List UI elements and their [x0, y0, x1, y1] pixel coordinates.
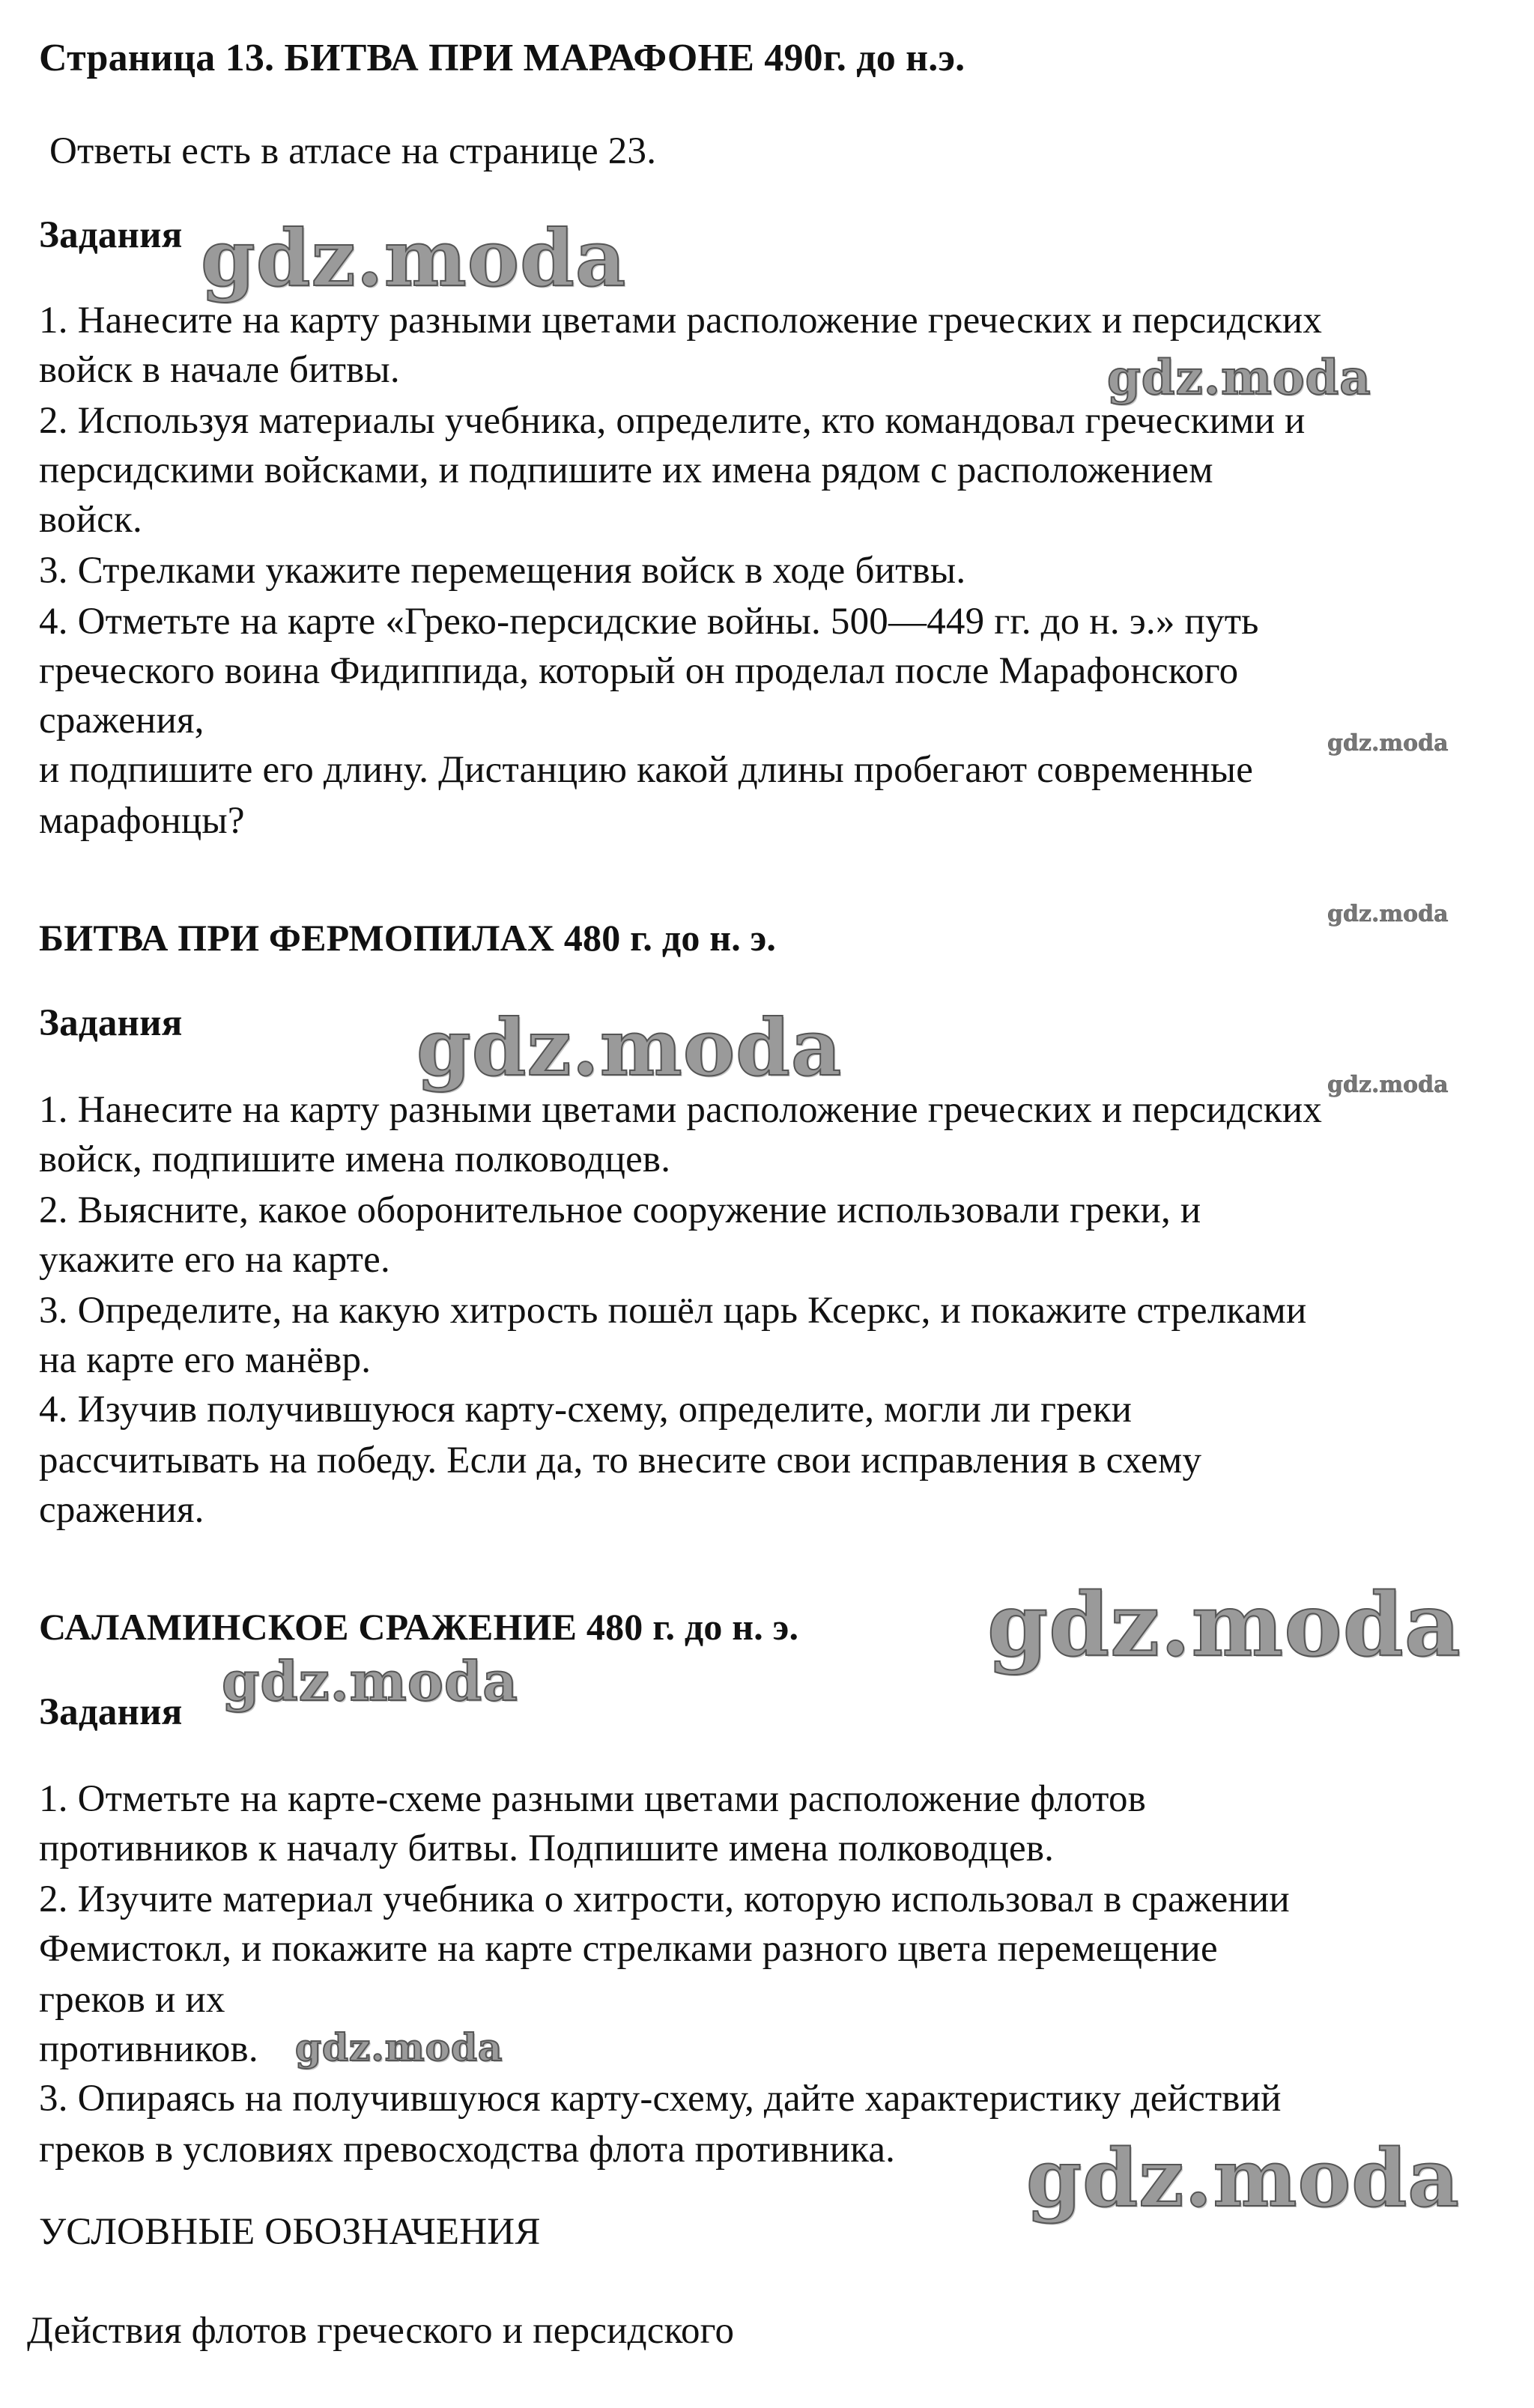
task-line: греков и их [39, 1979, 225, 2021]
task-line: войск в начале битвы. [39, 349, 400, 391]
watermark: gdz.moda [1327, 901, 1449, 927]
task-line: греков в условиях превосходства флота противника. [39, 2129, 896, 2171]
legend-item: Действия флотов греческого и персидского [27, 2310, 735, 2352]
task-line: 1. Отметьте на карте-схеме разными цветами расположение флотов [39, 1778, 1146, 1820]
section-heading-thermopylae: БИТВА ПРИ ФЕРМОПИЛАХ 480 г. до н. э. [39, 917, 777, 959]
task-line: Фемистокл, и покажите на карте стрелками разного цвета перемещение [39, 1928, 1218, 1970]
watermark: gdz.moda [1107, 350, 1371, 406]
task-line: 3. Опираясь на получившуюся карту-схему, дайте характеристику действий [39, 2078, 1282, 2120]
task-line: персидскими войсками, и подпишите их имена рядом с расположением [39, 449, 1213, 491]
legend-title: УСЛОВНЫЕ ОБОЗНАЧЕНИЯ [39, 2211, 541, 2253]
tasks-label-salamis: Задания [39, 1691, 183, 1733]
watermark: gdz.moda [1026, 2131, 1460, 2224]
task-line: сражения, [39, 700, 204, 741]
task-line: 2. Изучите материал учебника о хитрости, которую использовал в сражении [39, 1878, 1290, 1920]
task-line: сражения. [39, 1489, 204, 1531]
atlas-note: Ответы есть в атласе на странице 23. [49, 130, 657, 172]
page-title: Страница 13. БИТВА ПРИ МАРАФОНЕ 490г. до н.э. [39, 37, 965, 79]
task-line: 2. Используя материалы учебника, определите, кто командовал греческими и [39, 400, 1306, 442]
tasks-label-marathon: Задания [39, 214, 183, 256]
task-line: войск. [39, 499, 142, 541]
task-line: 4. Изучив получившуюся карту-схему, определите, могли ли греки [39, 1389, 1133, 1431]
watermark: gdz.moda [1327, 730, 1449, 756]
task-line: противников к началу битвы. Подпишите имена полководцев. [39, 1828, 1055, 1869]
task-line: войск, подпишите имена полководцев. [39, 1138, 671, 1180]
watermark: gdz.moda [987, 1574, 1461, 1676]
task-line: 4. Отметьте на карте «Греко-персидские войны. 500—449 гг. до н. э.» путь [39, 601, 1259, 643]
task-line: рассчитывать на победу. Если да, то внесите свои исправления в схему [39, 1440, 1202, 1482]
watermark: gdz.moda [295, 2025, 503, 2069]
watermark: gdz.moda [1327, 1072, 1449, 1098]
watermark: gdz.moda [201, 212, 627, 304]
task-line: 3. Стрелками укажите перемещения войск в ходе битвы. [39, 550, 966, 592]
task-line: 1. Нанесите на карту разными цветами расположение греческих и персидских [39, 1089, 1323, 1131]
watermark: gdz.moda [416, 1001, 843, 1094]
task-line: на карте его манёвр. [39, 1339, 372, 1381]
tasks-label-thermopylae: Задания [39, 1002, 183, 1044]
task-line: марафонцы? [39, 800, 245, 842]
task-line: 1. Нанесите на карту разными цветами расположение греческих и персидских [39, 300, 1323, 342]
task-line: греческого воина Фидиппида, который он проделал после Марафонского [39, 650, 1239, 692]
task-line: и подпишите его длину. Дистанцию какой длины пробегают современные [39, 749, 1254, 791]
task-line: 2. Выясните, какое оборонительное сооружение использовали греки, и [39, 1189, 1201, 1231]
task-line: укажите его на карте. [39, 1239, 390, 1281]
task-line: противников. [39, 2028, 258, 2070]
section-heading-salamis: САЛАМИНСКОЕ СРАЖЕНИЕ 480 г. до н. э. [39, 1606, 799, 1648]
task-line: 3. Определите, на какую хитрость пошёл царь Ксеркс, и покажите стрелками [39, 1290, 1307, 1332]
watermark: gdz.moda [222, 1649, 518, 1713]
